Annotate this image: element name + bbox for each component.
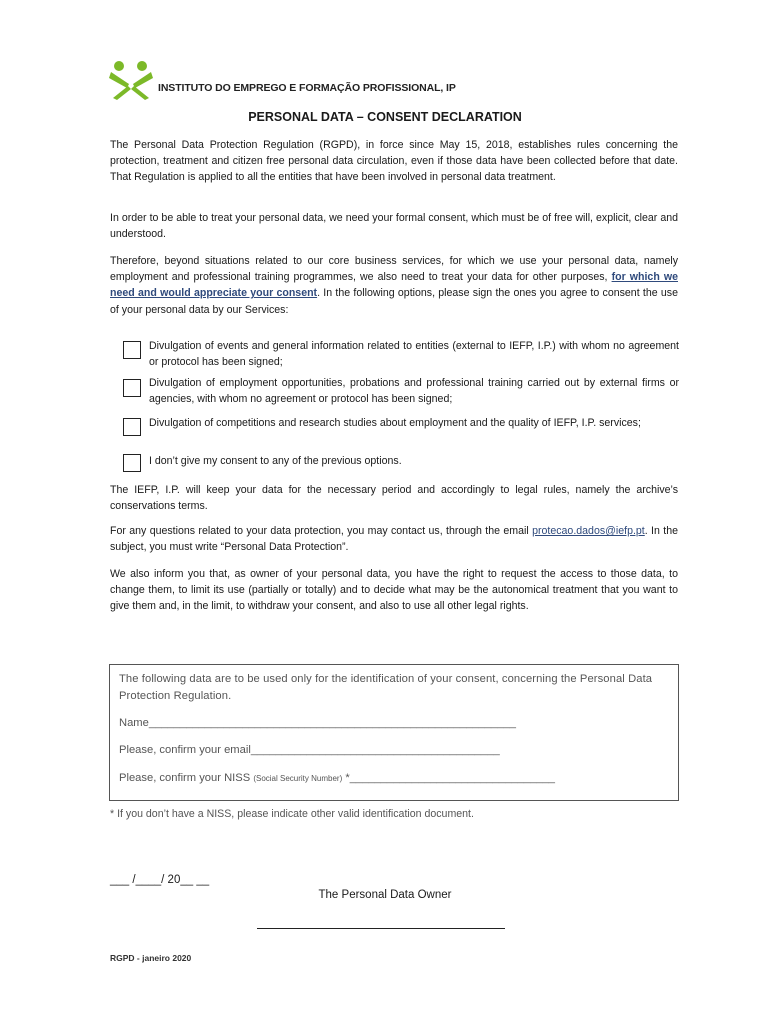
option-label: Divulgation of competitions and research studies about employment and the quality of IEFP, I.P. services; — [149, 417, 641, 429]
org-name: INSTITUTO DO EMPREGO E FORMAÇÃO PROFISSIONAL, IP — [158, 82, 456, 94]
checkbox-events[interactable] — [123, 341, 141, 359]
niss-field[interactable] — [119, 770, 671, 787]
footer-code: RGPD - janeiro 2020 — [110, 953, 192, 963]
email-field[interactable]: Please, confirm your email________________________________________ — [119, 744, 500, 756]
option-label: Divulgation of events and general information related to entities (external to IEFP, I.P.) with whom no agreement or protocol has been signed; — [149, 340, 679, 369]
option-label: Divulgation of employment opportunities, probations and professional training carried out by external firms or agencies, with whom no agreement or protocol has been signed; — [149, 377, 679, 406]
paragraph-rights: We also inform you that, as owner of your personal data, you have the right to request the access to those data, to change them, to limit its use (partially or totally) and to decide what may be the autonomical treatment that you want to give them and, in the limit, to withdraw your consent, and also to use all other legal rights. — [110, 568, 678, 613]
date-field[interactable]: ___ /____/ 20__ __ — [110, 874, 210, 886]
owner-label: The Personal Data Owner — [318, 889, 452, 901]
option-label: I don’t give my consent to any of the previous options. — [149, 455, 402, 467]
niss-footnote: * If you don’t have a NISS, please indicate other valid identification document. — [110, 808, 474, 820]
identification-box — [109, 664, 679, 801]
paragraph-retention: The IEFP, I.P. will keep your data for the necessary period and accordingly to legal rules, namely the archive’s conservations terms. — [110, 484, 678, 513]
header — [108, 60, 456, 100]
paragraph-consent-need: In order to be able to treat your personal data, we need your formal consent, which must be of free will, explicit, clear and understood. — [110, 212, 678, 241]
checkbox-employment[interactable] — [123, 379, 141, 397]
paragraph-contact — [110, 523, 678, 555]
paragraph-purposes-text-b: . In the following options, please sign the ones you agree to consent the use of your personal data by our Services: — [110, 287, 678, 316]
niss-label: Please, confirm your NISS — [119, 772, 254, 784]
iefp-logo-icon — [108, 60, 154, 100]
signature-line[interactable] — [257, 928, 505, 929]
name-field[interactable]: Name___________________________________________________________ — [119, 717, 516, 729]
paragraph-purposes — [110, 253, 678, 318]
page-title: PERSONAL DATA – CONSENT DECLARATION — [248, 110, 522, 124]
paragraph-purposes-text-a: Therefore, beyond situations related to our core business services, for which we use your personal data, namely employment and professional training programmes, we also need to treat your data for other purposes, — [110, 255, 678, 284]
contact-email-link[interactable]: protecao.dados@iefp.pt — [532, 525, 645, 537]
consent-link[interactable]: for which we need and would appreciate your consent — [110, 271, 678, 300]
paragraph-contact-text-b: . In the subject, you must write “Personal Data Protection”. — [110, 525, 678, 554]
niss-note: (Social Security Number) — [253, 774, 343, 783]
niss-line: *_________________________________ — [342, 772, 556, 784]
paragraph-contact-text-a: For any questions related to your data protection, you may contact us, through the email — [110, 525, 533, 537]
identification-intro: The following data are to be used only for the identification of your consent, concerning the Personal Data Protection Regulation. — [119, 673, 653, 702]
checkbox-competitions[interactable] — [123, 418, 141, 436]
checkbox-no-consent[interactable] — [123, 454, 141, 472]
paragraph-rgpd-intro: The Personal Data Protection Regulation (RGPD), in force since May 15, 2018, establishes rules concerning the protection, treatment and citizen free personal data circulation, even if those data have been collected before that date. That Regulation is applied to all the entities that have been involved in personal data treatment. — [110, 139, 678, 184]
